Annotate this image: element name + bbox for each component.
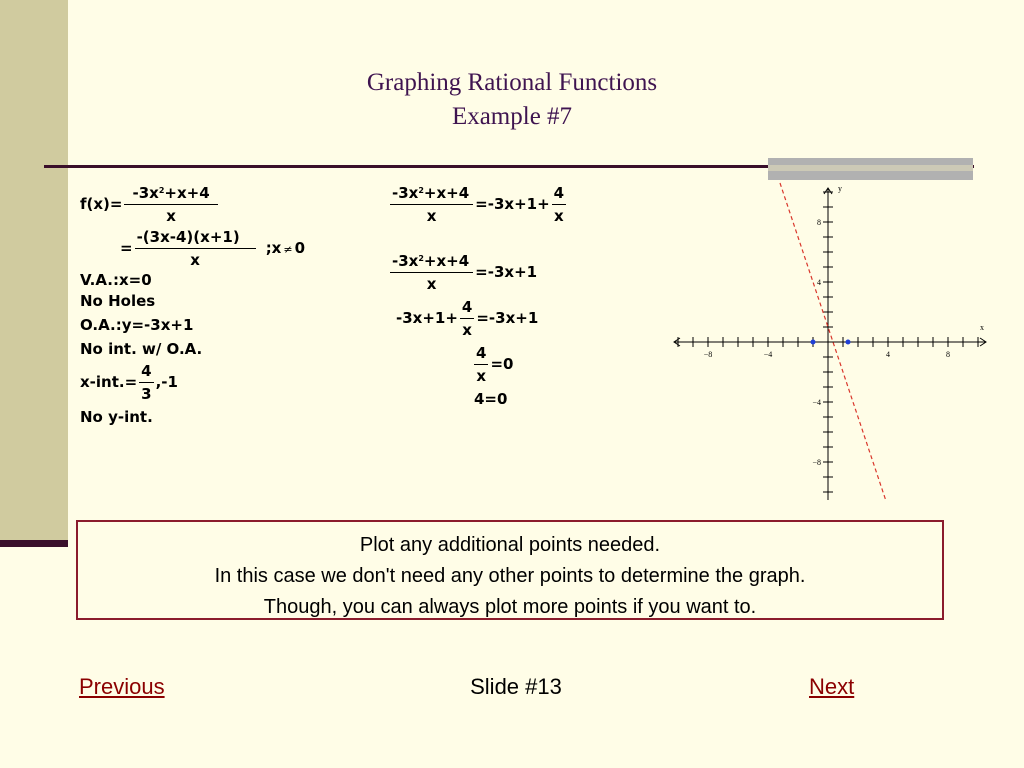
holes: No Holes: [80, 292, 156, 310]
f-lhs: f(x)=: [80, 195, 123, 213]
left-decorative-band: [0, 0, 68, 540]
division-step-1: $\frac{-3x^2+x+4}{x}$ =-3x+1+ $\frac{4}{x}$: [392, 184, 565, 225]
y-tick-label: −4: [812, 398, 821, 407]
previous-link[interactable]: Previous: [79, 674, 165, 699]
slide-title-line2: Example #7: [451, 103, 573, 130]
x-tick-label: 8: [946, 350, 950, 359]
f-factored: = $\frac{-(3x-4)(x+1)}{x}$ ;x ≠ 0: [120, 228, 306, 269]
y-tick-label: 4: [817, 278, 821, 287]
y-tick-label: −8: [812, 458, 821, 467]
remainder-fraction-1: $\frac{4}{x}$: [553, 184, 565, 225]
f-definition: [80, 184, 220, 225]
remainder-fraction-3: $\frac{4}{x}$: [461, 298, 473, 339]
note-line-2: In this case we don't need any other points to determine the graph.: [214, 565, 806, 587]
x-int-fraction: $\frac{4}{3}$: [141, 362, 152, 403]
note-box: [76, 520, 944, 620]
division-step-3: -3x+1+ $\frac{4}{x}$ =-3x+1: [396, 298, 539, 339]
x-tick-label: −4: [763, 350, 773, 359]
x-intercept-point: [811, 340, 816, 345]
rational-function-graph: [664, 182, 996, 502]
x-tick-label: −8: [703, 350, 713, 359]
division-fraction-2: $\frac{-3x^2+x+4}{x}$: [390, 252, 473, 293]
x-intercepts: x-int.= $\frac{4}{3}$ ,-1: [80, 362, 178, 403]
no-intersection-oa: No int. w/ O.A.: [80, 340, 203, 358]
f-fraction: $\frac{-3x^2+x+4}{x}$: [124, 184, 217, 225]
division-step-2: $\frac{-3x^2+x+4}{x}$ =-3x+1: [392, 252, 538, 293]
note-line-3: Though, you can always plot more points if you want to.: [263, 596, 757, 618]
note-line-1: Plot any additional points needed.: [359, 534, 661, 556]
y-tick-label: 8: [817, 218, 821, 227]
division-step-5: 4=0: [474, 390, 508, 408]
x-axis-label: x: [980, 323, 984, 332]
next-link[interactable]: Next: [809, 674, 855, 699]
x-tick-label: 4: [886, 350, 890, 359]
division-step-4: $\frac{4}{x}$ =0: [476, 344, 514, 385]
slide-number: Slide #13: [470, 674, 562, 699]
y-axis-label: y: [838, 184, 842, 193]
header-gray-tab: [768, 158, 973, 180]
vertical-asymptote: V.A.:x=0: [80, 271, 152, 289]
division-fraction-1: $\frac{-3x^2+x+4}{x}$: [390, 184, 473, 225]
remainder-fraction-4: $\frac{4}{x}$: [476, 344, 487, 385]
oblique-asymptote-line: [780, 183, 886, 500]
slide-title-line1: Graphing Rational Functions: [366, 69, 658, 96]
oblique-asymptote: O.A.:y=-3x+1: [80, 316, 194, 334]
factored-fraction: $\frac{-(3x-4)(x+1)}{x}$: [135, 228, 256, 269]
slide-title: [300, 66, 724, 134]
y-intercept: No y-int.: [80, 408, 153, 426]
x-intercept-point: [845, 340, 850, 345]
left-accent-rule: [0, 540, 68, 547]
